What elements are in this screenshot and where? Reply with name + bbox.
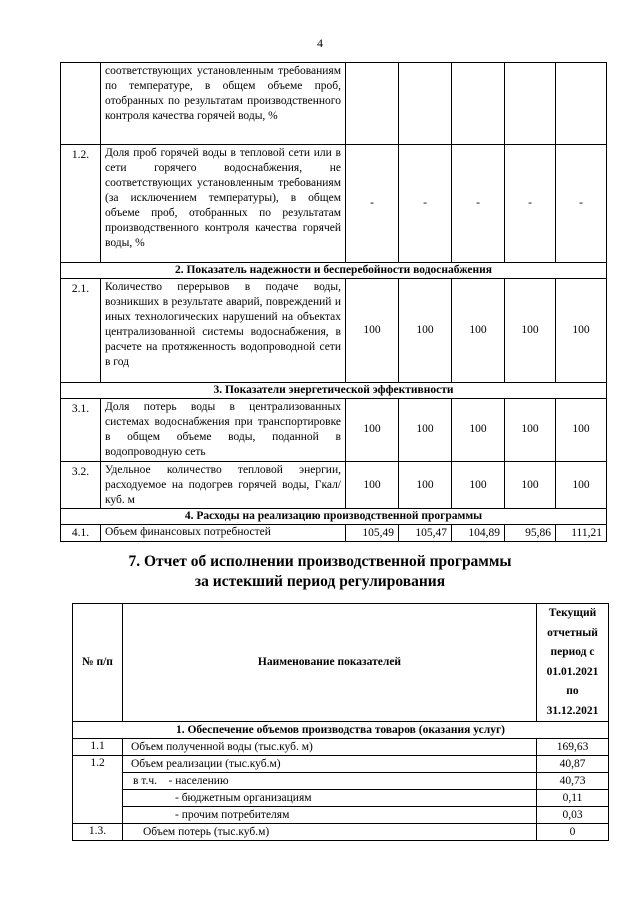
row-description: Количество перерывов в подаче воды, возникших в результате аварий, повреждений и иных технологических нарушений на объектах централизованной системы водоснабжения, в расчете на протяженность водопроводной сети в год — [101, 278, 346, 382]
row-number: 1.1 — [73, 739, 123, 756]
table-row — [61, 398, 607, 461]
row-number: 1.2. — [61, 145, 101, 263]
table-row — [61, 525, 607, 542]
section-title-line: за истекший период регулирования — [194, 573, 446, 590]
section-header-row — [61, 382, 607, 398]
row-value: 104,89 — [452, 525, 505, 542]
row-value: 0 — [537, 824, 609, 841]
report-table — [72, 603, 609, 841]
header-period — [537, 604, 609, 722]
table-row — [61, 461, 607, 509]
row-number: 1.2 — [73, 756, 123, 824]
row-description: в т.ч. - населению — [123, 773, 537, 790]
header-period-line: по — [566, 685, 579, 698]
table-row — [73, 739, 609, 756]
section-header-row — [61, 509, 607, 525]
row-value: 100 — [452, 461, 505, 509]
row-value: 100 — [346, 398, 399, 461]
row-value — [556, 63, 607, 145]
row-value: 100 — [399, 278, 452, 382]
row-value: 100 — [505, 461, 556, 509]
row-value: 100 — [346, 278, 399, 382]
row-value: - — [452, 145, 505, 263]
row-value — [505, 63, 556, 145]
table-row — [61, 63, 607, 145]
table-row — [61, 278, 607, 382]
section-title — [0, 552, 640, 592]
row-value: 111,21 — [556, 525, 607, 542]
row-value: 105,49 — [346, 525, 399, 542]
row-number: 2.1. — [61, 278, 101, 382]
row-number — [61, 63, 101, 145]
header-period-line: 01.01.2021 — [546, 665, 599, 678]
table-row — [73, 773, 609, 790]
row-description: соответствующих установленным требованиям по температуре, в общем объеме проб, отобранных по результатам производственного контроля качества горячей воды, % — [101, 63, 346, 145]
row-description: Доля потерь воды в централизованных системах водоснабжения при транспортировке в общем объеме воды, поданной в водопроводную сеть — [101, 398, 346, 461]
row-value — [346, 63, 399, 145]
section-title-line: 7. Отчет об исполнении производственной программы — [128, 553, 512, 570]
indicators-table — [60, 62, 607, 542]
row-value: - — [399, 145, 452, 263]
row-value: 100 — [556, 398, 607, 461]
row-value: 100 — [399, 461, 452, 509]
row-value: 100 — [452, 278, 505, 382]
row-value: - — [346, 145, 399, 263]
section-heading: 4. Расходы на реализацию производственной программы — [61, 509, 607, 525]
table-row — [73, 824, 609, 841]
section-heading: 1. Обеспечение объемов производства товаров (оказания услуг) — [73, 722, 609, 739]
row-description: Объем финансовых потребностей — [101, 525, 346, 542]
row-description: - бюджетным организациям — [123, 790, 537, 807]
header-row — [73, 604, 609, 722]
row-value — [452, 63, 505, 145]
row-description: Удельное количество тепловой энергии, расходуемое на подогрев горячей воды, Гкал/куб. м — [101, 461, 346, 509]
header-period-line: период с — [550, 646, 595, 659]
row-value: 40,73 — [537, 773, 609, 790]
row-value: 0,03 — [537, 807, 609, 824]
row-value: 40,87 — [537, 756, 609, 773]
row-value — [399, 63, 452, 145]
row-value: 100 — [452, 398, 505, 461]
section-heading: 3. Показатели энергетической эффективности — [61, 382, 607, 398]
row-number: 4.1. — [61, 525, 101, 542]
row-number: 3.2. — [61, 461, 101, 509]
table-row — [61, 145, 607, 263]
section-header-row — [61, 263, 607, 279]
row-description: Объем реализации (тыс.куб.м) — [123, 756, 537, 773]
row-value: 105,47 — [399, 525, 452, 542]
row-value: 100 — [505, 278, 556, 382]
header-period-line: 31.12.2021 — [546, 704, 599, 717]
row-value: 100 — [556, 461, 607, 509]
row-number: 1.3. — [73, 824, 123, 841]
header-name: Наименование показателей — [123, 604, 537, 722]
header-num: № п/п — [73, 604, 123, 722]
header-period-line: Текущий — [548, 607, 597, 619]
row-description: Доля проб горячей воды в тепловой сети или в сети горячего водоснабжения, не соответствующих установленным требованиям (за исключением температуры), в общем объеме проб, отобранных по результатам производственного контроля качества горячей воды, % — [101, 145, 346, 263]
row-description: Объем потерь (тыс.куб.м) — [123, 824, 537, 841]
table-row — [73, 756, 609, 773]
row-value: - — [556, 145, 607, 263]
row-value: - — [505, 145, 556, 263]
page-number: 4 — [317, 36, 323, 50]
table-row — [73, 790, 609, 807]
section-header-row — [73, 722, 609, 739]
table-row — [73, 807, 609, 824]
row-value: 95,86 — [505, 525, 556, 542]
row-value: 100 — [346, 461, 399, 509]
row-value: 169,63 — [537, 739, 609, 756]
row-value: 0,11 — [537, 790, 609, 807]
row-value: 100 — [399, 398, 452, 461]
row-value: 100 — [505, 398, 556, 461]
row-value: 100 — [556, 278, 607, 382]
row-description: Объем полученной воды (тыс.куб. м) — [123, 739, 537, 756]
section-heading: 2. Показатель надежности и бесперебойности водоснабжения — [61, 263, 607, 279]
header-period-line: отчетный — [547, 626, 598, 639]
row-number: 3.1. — [61, 398, 101, 461]
row-description: - прочим потребителям — [123, 807, 537, 824]
